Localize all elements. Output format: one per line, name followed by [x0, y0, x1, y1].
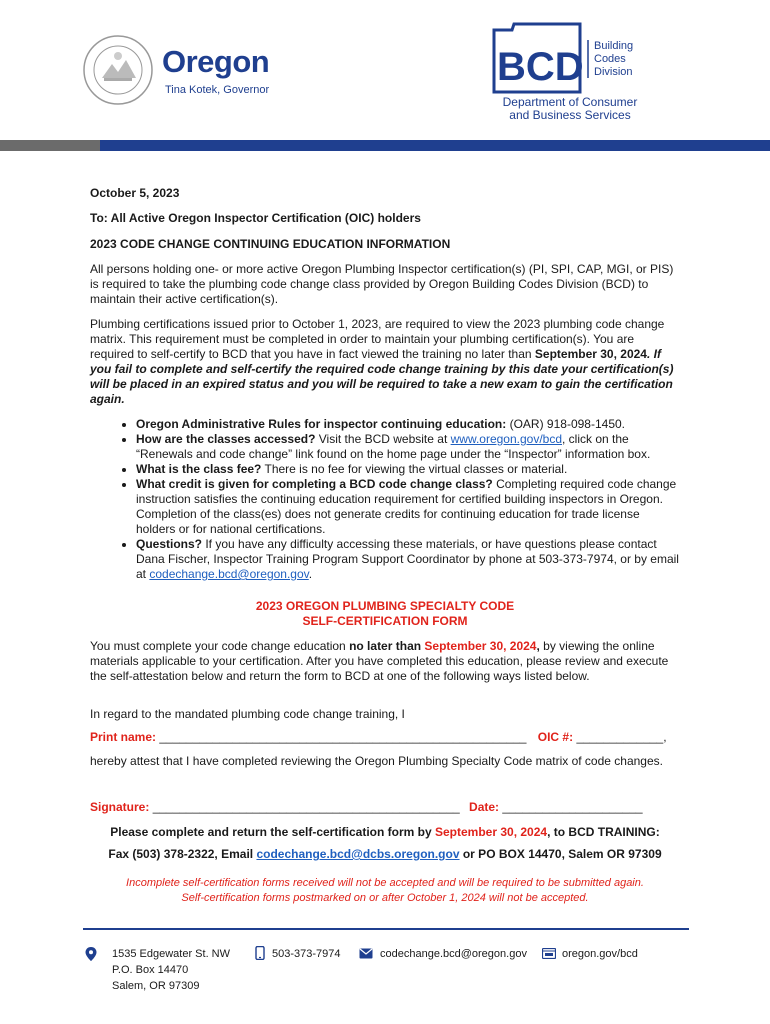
governor-name: Tina Kotek, Governor — [165, 84, 270, 96]
bullet-text: Visit the BCD website at — [315, 432, 451, 446]
state-seal-logo — [82, 34, 154, 106]
paragraph-1: All persons holding one- or more active Oregon Plumbing Inspector certification(s) (PI, SPI, CAP, MGI, or PIS) is required to take the plumbing code change class provided by Oregon Building Codes Division (BCD) to maintain their active certification(s). — [90, 262, 674, 306]
division-line-2: Codes — [594, 53, 626, 65]
banner-navy-bar — [100, 140, 770, 151]
warning-line-1: Incomplete self-certification forms received will not be accepted and will be required to be submitted again. — [126, 877, 644, 889]
warning-line-2: Self-certification forms postmarked on or after October 1, 2024 will not be accepted. — [181, 892, 589, 904]
fax-email-line — [90, 847, 680, 862]
po-box-text: or PO BOX 14470, Salem OR 97309 — [459, 847, 662, 861]
web-icon — [542, 948, 556, 959]
form-title-line-2: SELF-CERTIFICATION FORM — [302, 614, 468, 628]
form-title — [90, 599, 680, 629]
department-line-2: and Business Services — [509, 108, 631, 122]
print-name-row — [90, 730, 680, 745]
date-field[interactable]: _____________________ — [502, 800, 643, 814]
letter-subject: 2023 CODE CHANGE CONTINUING EDUCATION INFORMATION — [90, 237, 451, 251]
bcd-website-link[interactable]: www.oregon.gov/bcd — [450, 432, 563, 446]
info-bullet-list — [90, 417, 680, 582]
bullet-text-after: . — [308, 567, 313, 581]
footer-website[interactable]: oregon.gov/bcd — [562, 948, 638, 960]
attest-statement: hereby attest that I have completed reviewing the Oregon Plumbing Specialty Code matrix of code changes. — [90, 754, 663, 768]
form-warnings — [90, 876, 680, 906]
para2-text: Plumbing certifications issued prior to October 1, 2023, are required to view the 2023 plumbing code change matrix. This requirement must be completed in order to maintain your plumbing certification(s). You are required to self-certify to BCD that you have in fact viewed the training no later than — [90, 317, 665, 361]
bullet-item — [136, 462, 680, 477]
letter-date: October 5, 2023 — [90, 186, 180, 200]
return-text-end: , to BCD TRAINING: — [547, 825, 660, 839]
email-icon — [359, 948, 373, 959]
intro-emphasis: no later than — [349, 639, 422, 653]
signature-label: Signature: — [90, 800, 150, 814]
intro-text-rest: by viewing the online materials applicable to your certification. After you have completed this education, please review and execute the self-attestation below and return the form to BCD at one of the following ways listed below. — [90, 639, 669, 683]
bullet-item — [136, 432, 680, 462]
bcd-abbrev: BCD — [497, 45, 584, 89]
form-intro — [90, 639, 680, 684]
oic-label: OIC #: — [537, 730, 574, 744]
para2-deadline: September 30, 2024 — [534, 347, 647, 361]
division-line-1: Building — [594, 40, 634, 52]
intro-deadline: September 30, 2024 — [421, 639, 537, 653]
signature-row — [90, 800, 680, 815]
paragraph-2 — [90, 317, 680, 407]
form-title-line-1: 2023 OREGON PLUMBING SPECIALTY CODE — [255, 599, 515, 613]
bullet-lead: How are the classes accessed? — [136, 432, 316, 446]
bullet-text: There is no fee for viewing the virtual classes or material. — [261, 462, 568, 476]
bullet-item — [136, 477, 680, 537]
return-deadline: September 30, 2024 — [435, 825, 548, 839]
intro-comma: , — [536, 639, 540, 653]
address-line-3: Salem, OR 97309 — [112, 980, 200, 992]
footer-address — [112, 946, 230, 994]
intro-text: You must complete your code change education — [90, 639, 350, 653]
footer-rule — [83, 928, 689, 930]
return-text: Please complete and return the self-certification form by — [110, 825, 435, 839]
fax-text: Fax (503) 378-2322, Email — [108, 847, 257, 861]
training-email-link[interactable]: codechange.bcd@dcbs.oregon.gov — [256, 847, 460, 861]
division-line-3: Division — [594, 66, 633, 78]
letter-recipient: To: All Active Oregon Inspector Certification (OIC) holders — [90, 211, 421, 225]
phone-icon — [254, 946, 266, 960]
print-name-label: Print name: — [90, 730, 157, 744]
address-line-2: P.O. Box 14470 — [112, 964, 189, 976]
footer-email[interactable]: codechange.bcd@oregon.gov — [380, 948, 527, 960]
department-name — [495, 96, 645, 122]
para2-warning: . If you fail to complete and self-certify the required code change training by this date your certification(s) will be placed in an expired status and you will be required to take a new exam to gain the certification again. — [90, 347, 674, 406]
signature-field[interactable]: ______________________________________________ — [152, 800, 460, 814]
bullet-text: If you have any difficulty accessing these materials, or have questions please contact Dana Fischer, Inspector Training Program Support Coordinator by phone at 503-373-7974, or by email at — [136, 537, 679, 581]
oic-number-field[interactable]: _____________, — [576, 730, 667, 744]
bcd-division-name — [594, 40, 633, 79]
location-pin-icon — [85, 947, 97, 961]
address-line-1: 1535 Edgewater St. NW — [112, 948, 231, 960]
attest-regard: In regard to the mandated plumbing code change training, I — [90, 707, 405, 721]
return-instructions — [90, 825, 680, 840]
bullet-lead: What credit is given for completing a BCD code change class? — [136, 477, 493, 491]
bullet-item — [136, 537, 680, 582]
bullet-item — [136, 417, 680, 432]
banner-gray-bar — [0, 140, 100, 151]
bullet-lead: Oregon Administrative Rules for inspector continuing education: — [136, 417, 507, 431]
bullet-text: Completing required code change instruction satisfies the continuing education requirement for certified building inspectors in Oregon. Completion of the class(es) does not generate credits for continuing education for trade license holders or for national certifications. — [136, 477, 677, 536]
bullet-text: (OAR) 918-098-1450. — [506, 417, 625, 431]
print-name-field[interactable]: _______________________________________________________ — [159, 730, 527, 744]
bullet-lead: Questions? — [136, 537, 203, 551]
department-line-1: Department of Consumer — [502, 95, 638, 109]
footer-phone: 503-373-7974 — [272, 948, 341, 960]
oregon-wordmark: Oregon — [162, 44, 270, 79]
contact-email-link[interactable]: codechange.bcd@oregon.gov — [149, 567, 309, 581]
bullet-lead: What is the class fee? — [136, 462, 262, 476]
date-label: Date: — [469, 800, 500, 814]
bullet-text-after: , click on the “Renewals and code change” link found on the home page under the “Inspector” information box. — [136, 432, 651, 461]
